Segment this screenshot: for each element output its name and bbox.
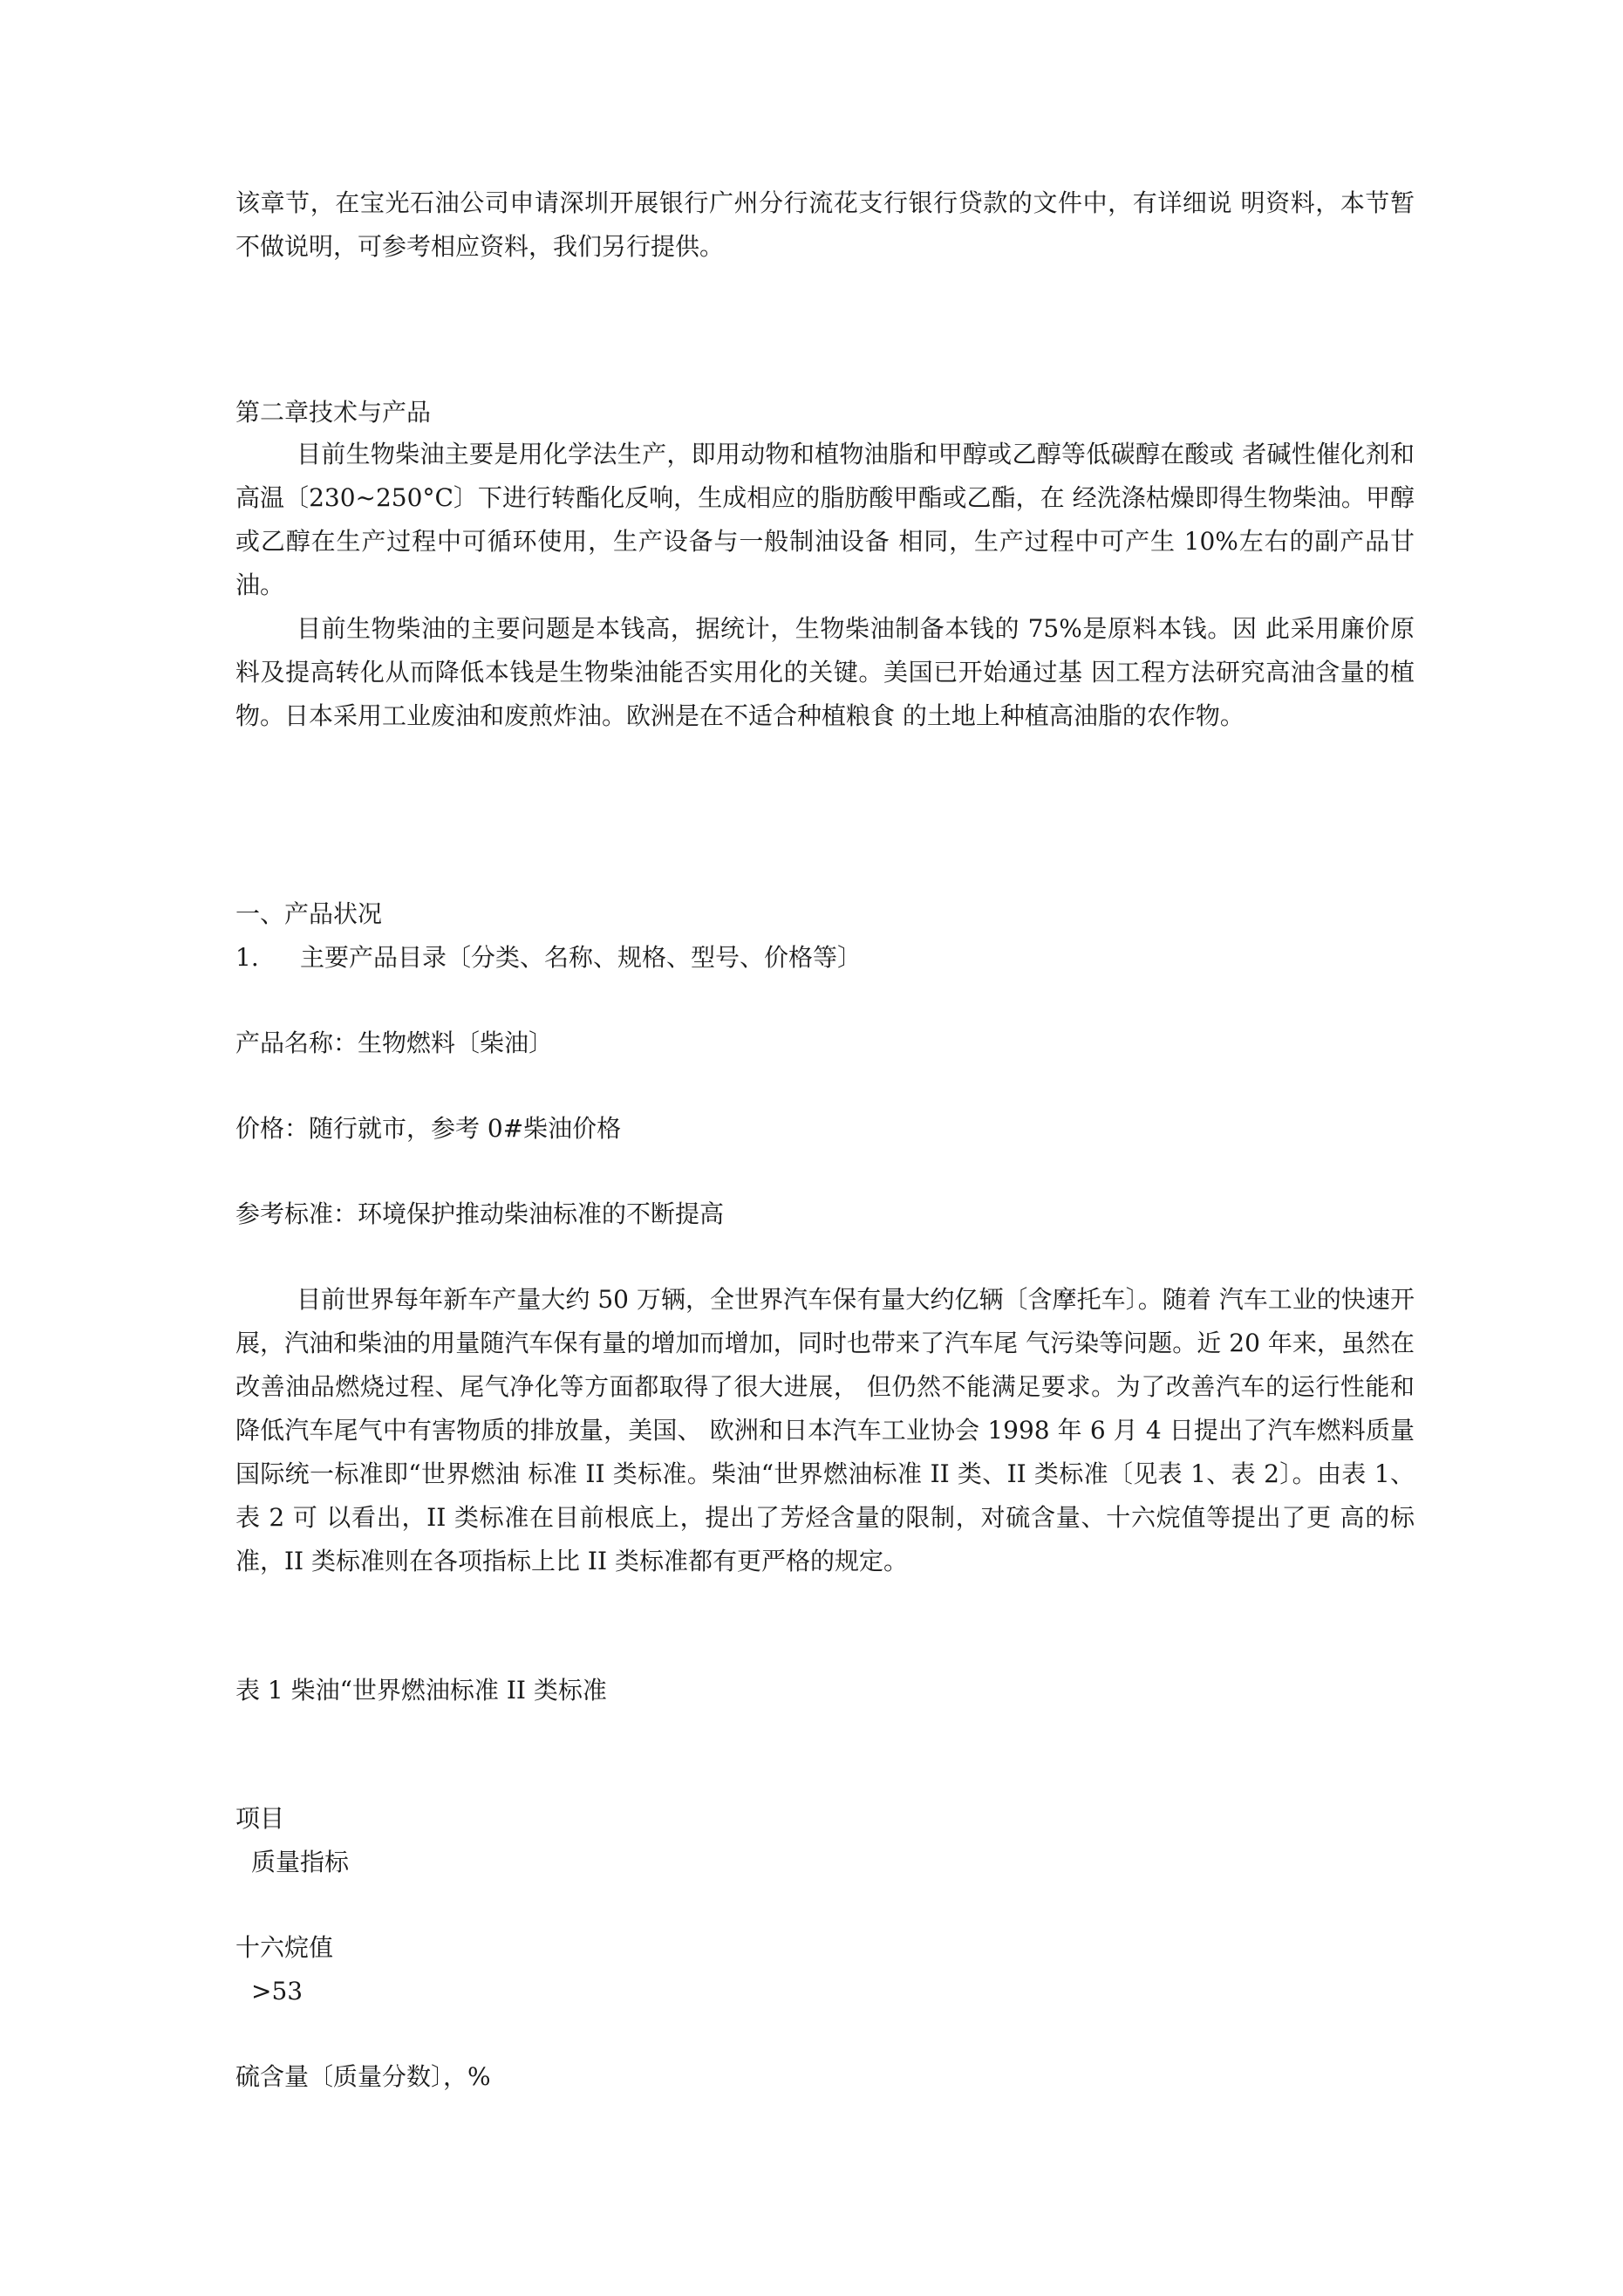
chapter-paragraph-1: 目前生物柴油主要是用化学法生产，即用动物和植物油脂和甲醇或乙醇等低碳醇在酸或 者碱性催化剂和高温〔230~250°C〕下进行转酯化反响，生成相应的脂肪酸甲酯或乙酯，在 经洗涤枯燥即得生物柴油。甲醇或乙醇在生产过程中可循环使用，生产设备与一般制油设备 相同，生产过程中可产生 10%左右的副产品甘油。 (235, 440, 1415, 599)
product-price: 价格：随行就市，参考 0#柴油价格 (235, 1114, 622, 1143)
product-catalog-item (235, 936, 1415, 980)
list-item-text: 主要产品目录〔分类、名称、规格、型号、价格等〕 (300, 943, 863, 972)
table-row-label-2: 硫含量〔质量分数〕，% (235, 2062, 491, 2091)
reference-standard: 参考标准：环境保护推动柴油标准的不断提高 (235, 1199, 725, 1228)
table-header-quality: 质量指标 (251, 1848, 350, 1876)
product-name: 产品名称：生物燃料〔柴油〕 (235, 1028, 554, 1057)
table-row-value: >53 (251, 1977, 303, 2006)
section-paragraph: 目前世界每年新车产量大约 50 万辆，全世界汽车保有量大约亿辆〔含摩托车〕。随着 汽车工业的快速开展，汽油和柴油的用量随汽车保有量的增加而增加，同时也带来了汽车尾 气污染等问题。近 20 年来，虽然在改善油品燃烧过程、尾气净化等方面都取得了很大进展， 但仍然不能满足要求。为了改善汽车的运行性能和降低汽车尾气中有害物质的排放量，美国、 欧洲和日本汽车工业协会 1998 年 6 月 4 日提出了汽车燃料质量国际统一标准即“世界燃油 标准 II 类标准。柴油“世界燃油标准 II 类、II 类标准〔见表 1、表 2〕。由表 1、表 2 可 以看出，II 类标准在目前根底上，提出了芳烃含量的限制，对硫含量、十六烷值等提出了更 高的标准，II 类标准则在各项指标上比 II 类标准都有更严格的规定。 (235, 1285, 1415, 1575)
chapter-heading: 第二章技术与产品 (235, 398, 432, 427)
table-header-item: 项目 (235, 1804, 285, 1833)
chapter-paragraph-2: 目前生物柴油的主要问题是本钱高，据统计，生物柴油制备本钱的 75%是原料本钱。因 此采用廉价原料及提高转化从而降低本钱是生物柴油能否实用化的关键。美国已开始通过基 因工程方法研究高油含量的植物。日本采用工业废油和废煎炸油。欧洲是在不适合种植粮食 的土地上种植高油脂的农作物。 (235, 614, 1415, 730)
intro-paragraph: 该章节，在宝光石油公司申请深圳开展银行广州分行流花支行银行贷款的文件中，有详细说 明资料，本节暂不做说明，可参考相应资料，我们另行提供。 (235, 188, 1415, 261)
section-heading: 一、产品状况 (235, 899, 383, 928)
table-caption: 表 1 柴油“世界燃油标准 II 类标准 (235, 1676, 607, 1705)
list-number: 1. (235, 943, 259, 972)
table-row-label: 十六烷值 (235, 1933, 334, 1962)
